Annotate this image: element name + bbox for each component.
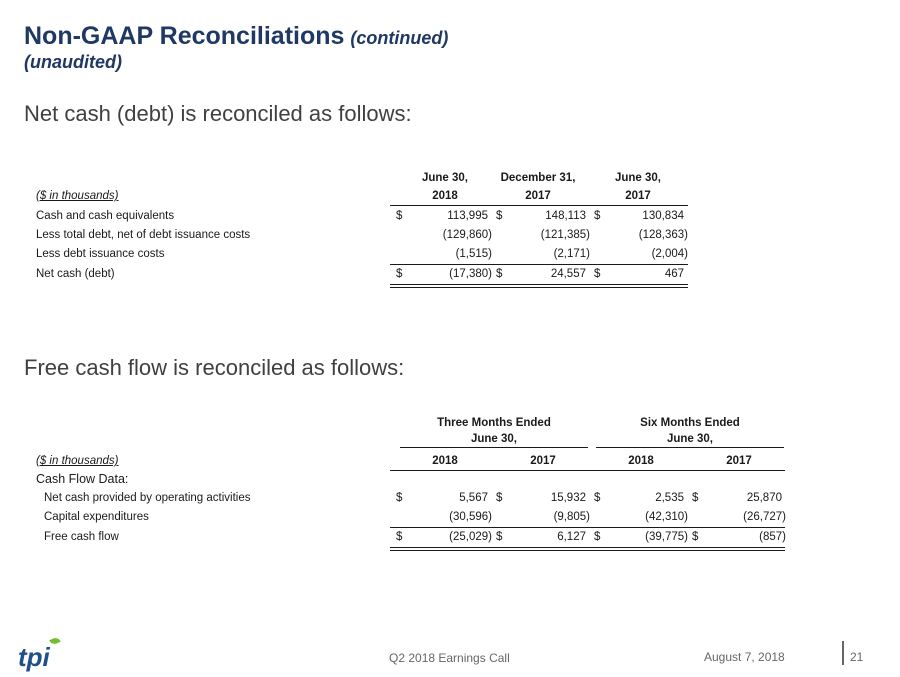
col2-header-line1: December 31, bbox=[500, 172, 576, 184]
page-title: Non-GAAP Reconciliations (continued) bbox=[24, 22, 449, 50]
col3-header-line1: June 30, bbox=[614, 172, 662, 184]
category-label: Cash Flow Data: bbox=[36, 472, 129, 486]
page-number: 21 bbox=[850, 650, 864, 664]
title-suffix: (continued) bbox=[350, 28, 449, 48]
currency-symbol: $ bbox=[594, 492, 601, 504]
cell: (129,860) bbox=[442, 229, 492, 241]
cell: 6,127 bbox=[557, 531, 586, 543]
cell: (857) bbox=[759, 531, 786, 543]
group-header-line2: June 30, bbox=[666, 433, 714, 445]
section1-heading: Net cash (debt) is reconciled as follows: bbox=[24, 101, 412, 126]
currency-symbol: $ bbox=[496, 210, 503, 222]
currency-symbol: $ bbox=[396, 492, 403, 504]
col2-header-line2: 2017 bbox=[525, 190, 551, 202]
year-header: 2018 bbox=[628, 455, 654, 467]
row-label: Less total debt, net of debt issuance costs bbox=[36, 229, 251, 241]
cell: 130,834 bbox=[642, 210, 684, 222]
tpi-logo: tpi bbox=[18, 642, 50, 672]
cell: (9,805) bbox=[553, 511, 590, 523]
currency-symbol: $ bbox=[496, 268, 503, 280]
total-rule-1 bbox=[390, 547, 785, 548]
cell: 24,557 bbox=[550, 268, 586, 280]
currency-symbol: $ bbox=[396, 210, 403, 222]
row-label: Capital expenditures bbox=[44, 511, 149, 523]
currency-symbol: $ bbox=[692, 531, 699, 543]
currency-symbol: $ bbox=[396, 531, 403, 543]
cell: 25,870 bbox=[746, 492, 782, 504]
cell: 467 bbox=[664, 268, 684, 280]
row-label: Less debt issuance costs bbox=[36, 248, 165, 260]
row-label: Cash and cash equivalents bbox=[36, 210, 175, 222]
units-label: ($ in thousands) bbox=[36, 190, 119, 202]
cell: (26,727) bbox=[743, 511, 786, 523]
subtotal-rule bbox=[390, 527, 785, 528]
cell: 15,932 bbox=[550, 492, 586, 504]
page-subtitle: (unaudited) bbox=[24, 52, 122, 72]
year-header: 2017 bbox=[530, 455, 556, 467]
cell: 5,567 bbox=[459, 492, 488, 504]
cell: (121,385) bbox=[540, 229, 590, 241]
currency-symbol: $ bbox=[594, 210, 601, 222]
year-header: 2018 bbox=[432, 455, 458, 467]
total-rule-2 bbox=[390, 287, 688, 288]
section2-heading: Free cash flow is reconciled as follows: bbox=[24, 355, 405, 380]
cell: (25,029) bbox=[449, 531, 492, 543]
footer-event: Q2 2018 Earnings Call bbox=[389, 651, 510, 665]
group-header-line2: June 30, bbox=[470, 433, 518, 445]
cell: (2,171) bbox=[553, 248, 590, 260]
cell: (2,004) bbox=[651, 248, 688, 260]
total-rule-1 bbox=[390, 284, 688, 285]
cell: (17,380) bbox=[449, 268, 492, 280]
currency-symbol: $ bbox=[496, 531, 503, 543]
col1-header-line2: 2018 bbox=[432, 190, 458, 202]
footer-divider bbox=[842, 641, 844, 665]
col1-header-line1: June 30, bbox=[421, 172, 469, 184]
cell: 148,113 bbox=[545, 210, 586, 222]
header-rule bbox=[390, 205, 688, 206]
group-rule bbox=[400, 447, 588, 448]
group-rule bbox=[596, 447, 784, 448]
footer-date: August 7, 2018 bbox=[704, 650, 785, 664]
cell: (128,363) bbox=[638, 229, 688, 241]
year-header: 2017 bbox=[726, 455, 752, 467]
cell: 2,535 bbox=[655, 492, 684, 504]
currency-symbol: $ bbox=[496, 492, 503, 504]
currency-symbol: $ bbox=[396, 268, 403, 280]
group-header-line1: Three Months Ended bbox=[437, 417, 551, 429]
cell: (39,775) bbox=[645, 531, 688, 543]
cell: 113,995 bbox=[447, 210, 488, 222]
row-label: Net cash (debt) bbox=[36, 268, 115, 280]
currency-symbol: $ bbox=[692, 492, 699, 504]
row-label: Net cash provided by operating activities bbox=[44, 492, 251, 504]
leaf-icon bbox=[49, 636, 61, 646]
col3-header-line2: 2017 bbox=[625, 190, 651, 202]
subtotal-rule bbox=[390, 264, 688, 265]
currency-symbol: $ bbox=[594, 268, 601, 280]
group-header-line1: Six Months Ended bbox=[640, 417, 740, 429]
units-label: ($ in thousands) bbox=[36, 455, 119, 467]
header-rule bbox=[390, 470, 785, 471]
total-rule-2 bbox=[390, 550, 785, 551]
currency-symbol: $ bbox=[594, 531, 601, 543]
cell: (1,515) bbox=[455, 248, 492, 260]
cell: (30,596) bbox=[449, 511, 492, 523]
cell: (42,310) bbox=[645, 511, 688, 523]
row-label: Free cash flow bbox=[44, 531, 119, 543]
